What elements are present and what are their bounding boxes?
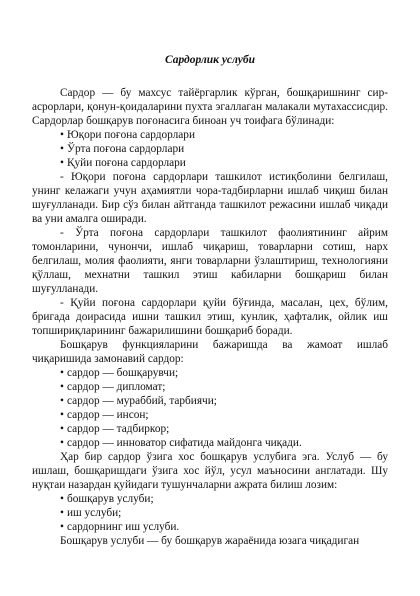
list-item [60,142,388,156]
bullet-marker: • [60,409,64,421]
bullet-marker: • [60,493,64,505]
list-item-text: сардор — тадбиркор; [66,423,170,435]
list-item-text: сардор — бошқарувчи; [66,367,179,379]
list-item-text: сардор — инсон; [66,409,149,421]
list-item-text: Ўрта поғона сардорлари [66,143,185,155]
bullet-marker: • [60,157,64,169]
bullet-marker: • [60,521,64,533]
document-body [32,86,388,548]
bullet-marker: • [60,367,64,379]
document-title: Сардорлик услуби [164,54,256,66]
list-item-text: сардор — мураббий, тарбиячи; [66,395,217,407]
list-item [60,492,388,506]
bullet-marker: • [60,381,64,393]
list-item [60,422,388,436]
middle-level-paragraph: - Ўрта поғона сардорлари ташкилот фаолиятининг айрим томонларини, чунончи, ишлаб чиқариш, товарларни сотиш, нарх белгилаш, молия фаолияти, янги товарларни ўзлаштириш, технологияни қўллаш, мехнатни ташкил этиш кабиларни бошқариш билан шуғулланади. [32,227,388,295]
style-concepts-list [32,492,388,534]
list-item-text: сардор — инноватор сифатида майдонга чиқади. [66,437,302,449]
list-item [60,128,388,142]
modern-leader-paragraph: Бошқарув функцияларини бажаришда ва жамоат ишлаб чиқаришида замонавий сардор: [32,339,388,365]
lower-level-paragraph: - Қуйи поғона сардорлари қуйи бўғинда, масалан, цех, бўлим, бригада доирасида ишни ташкил этиш, кунлик, ҳафталик, ойлик иш топшириқларининг бажарилишини бошқариб боради. [32,297,388,337]
list-item [60,408,388,422]
bullet-marker: • [60,143,64,155]
bullet-marker: • [60,423,64,435]
list-item-text: Қуйи поғона сардорлари [66,157,186,169]
list-item-text: сардорнинг иш услуби. [66,521,180,533]
bullet-marker: • [60,507,64,519]
list-item [60,506,388,520]
list-item [60,436,388,450]
final-paragraph: Бошқарув услуби — бу бошқарув жараёнида юзага чиқадиган [60,535,360,547]
list-item-text: Юқори поғона сардорлари [66,129,196,141]
list-item [60,366,388,380]
list-item-text: бошқарув услуби; [66,493,154,505]
list-item [60,380,388,394]
intro-paragraph: Сардор — бу махсус тайёргарлик кўрган, бошқаришнинг сир-асрорлари, қонун-қоидаларини пухта эгаллаган малакали мутахассисдир. Сардорлар бошқарув поғонасига биноан уч тоифага бўлинади: [32,87,388,127]
bullet-marker: • [60,395,64,407]
list-item [60,156,388,170]
roles-list [32,366,388,450]
levels-list [32,128,388,170]
style-paragraph: Ҳар бир сардор ўзига хос бошқарув услубига эга. Услуб — бу ишлаш, бошқаришдаги ўзига хос йўл, усул маъносини англатади. Шу нуқтаи назардан қуйидаги тушунчаларни ажрата билиш лозим: [32,451,388,491]
list-item [60,394,388,408]
bullet-marker: • [60,437,64,449]
list-item-text: сардор — дипломат; [66,381,166,393]
list-item-text: иш услуби; [66,507,122,519]
top-level-paragraph: - Юқори поғона сардорлари ташкилот истиқболини белгилаш, унинг келажаги учун аҳамиятли чора-тадбирларни ишлаб чиқиш билан шуғулланади. Бир сўз билан айтганда ташкилот режасини ишлаб чиқади ва уни амалга оширади. [32,171,388,225]
bullet-marker: • [60,129,64,141]
list-item [60,520,388,534]
